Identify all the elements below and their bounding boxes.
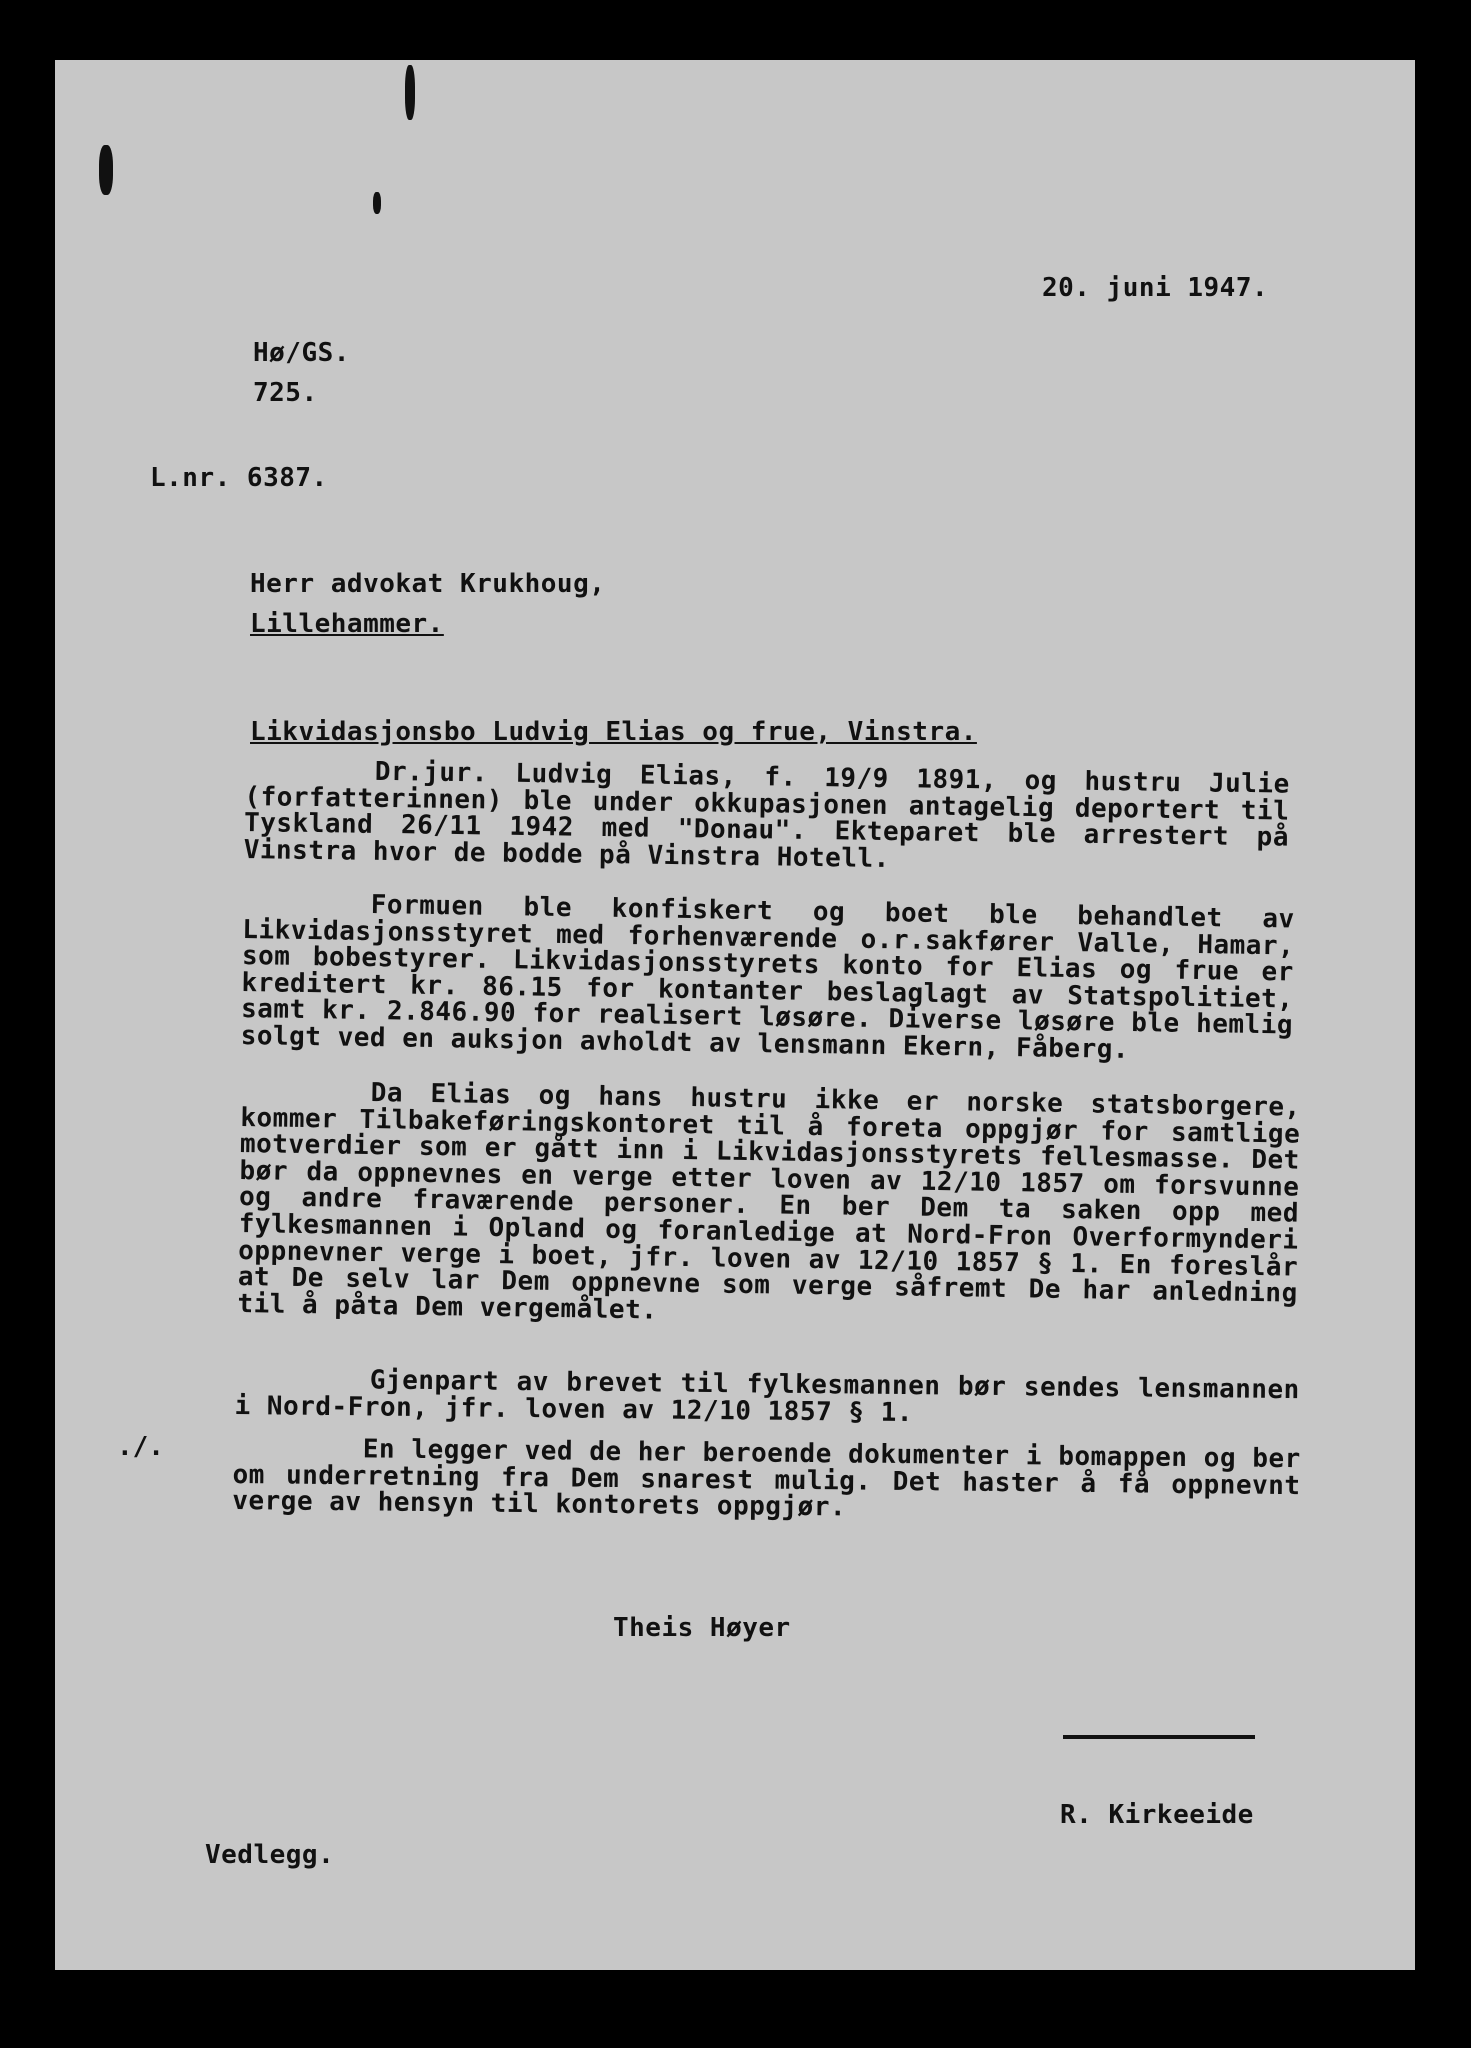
margin-mark: ./. — [117, 1432, 164, 1462]
punch-mark — [99, 145, 113, 195]
body-paragraph: Gjenpart av brevet til fylkesmannen bør sendes lensmannen i Nord-Fron, jfr. loven av 12/10 1857 § 1. — [234, 1365, 1300, 1428]
body-paragraph: En legger ved de her beroende dokumenter i bomappen og ber om underretning fra Dem snarest mulig. Det haster å få oppnevnt verge av hensyn til kontorets oppgjør. — [232, 1434, 1301, 1523]
signatory-name: Theis Høyer — [613, 1613, 791, 1643]
body-paragraph: Formuen ble konfiskert og boet ble behandlet av Likvidasjonsstyret med forhenværende o.r.sakfører Valle, Hamar, som bobestyrer. Likvidasjonsstyrets konto for Elias og frue er kreditert kr. 86.15 for kontanter beslaglagt av Statspolitiet, samt kr. 2.846.90 for realisert løsøre. Diverse løsøre ble hemlig solgt ved en auksjon avholdt av lensmann Ekern, Fåberg. — [240, 890, 1295, 1065]
body-paragraph: Dr.jur. Ludvig Elias, f. 19/9 1891, og hustru Julie (forfatterinnen) ble under okkupasjonen antagelig deportert til Tyskland 26/11 1942 med "Donau". Ekteparet ble arrestert på Vinstra hvor de bodde på Vinstra Hotell. — [243, 756, 1290, 874]
signature-line — [1063, 1735, 1255, 1739]
letter-date: 20. juni 1947. — [1042, 273, 1269, 303]
reference-initials: Hø/GS. — [253, 338, 350, 368]
letter-number: L.nr. 6387. — [150, 463, 328, 493]
letter-subject: Likvidasjonsbo Ludvig Elias og frue, Vinstra. — [250, 717, 977, 747]
addressee-name: Herr advokat Krukhoug, — [250, 569, 606, 599]
reference-number: 725. — [253, 378, 318, 408]
punch-mark — [373, 192, 381, 214]
addressee-city: Lillehammer. — [250, 609, 444, 639]
enclosure-label: Vedlegg. — [205, 1840, 335, 1870]
countersignatory-name: R. Kirkeeide — [1060, 1800, 1254, 1830]
punch-mark — [405, 65, 415, 120]
body-paragraph: Da Elias og hans hustru ikke er norske statsborgere, kommer Tilbakeføringskontoret til å foreta oppgjør for samtlige motverdier som er gått inn i Likvidasjonsstyrets fellesmasse. Det bør da oppnevnes en verge etter loven av 12/10 1857 om forsvunne og andre fraværende personer. En ber Dem ta saken opp med fylkesmannen i Opland og foranledige at Nord-Fron Overformynderi oppnevner verge i boet, jfr. loven av 12/10 1857 § 1. En foreslår at De selv lar Dem oppnevne som verge såfremt De har anledning til å påta Dem vergemålet. — [237, 1078, 1301, 1326]
letter-page — [55, 60, 1415, 1970]
